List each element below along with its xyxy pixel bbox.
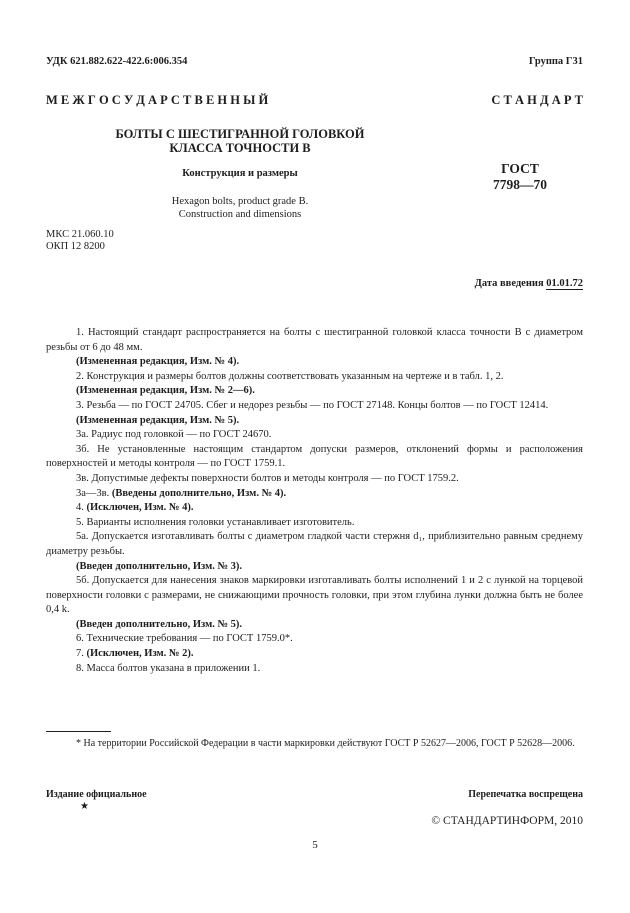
introduction-date <box>475 278 583 289</box>
clause-paragraph <box>46 399 583 414</box>
paragraph-text: (Измененная редакция, Изм. № 4). <box>76 356 240 368</box>
paragraph-text: 3а—3в. <box>76 487 110 499</box>
english-title-line-2: Construction and dimensions <box>178 209 302 220</box>
paragraph-text: 3б. Не установленные настоящим стандартом допуски размеров, отклонений формы и расположения поверхностей и методы контроля — по ГОСТ 1759.1. <box>46 443 583 470</box>
title-line-1: БОЛТЫ С ШЕСТИГРАННОЙ ГОЛОВКОЙ <box>115 127 365 141</box>
amendment-note-inline: (Введены дополнительно, Изм. № 4). <box>111 487 287 499</box>
page-number: 5 <box>312 839 318 851</box>
clause-paragraph <box>46 574 583 618</box>
english-title-line-1: Hexagon bolts, product grade B. <box>171 196 309 207</box>
classification-codes <box>46 229 114 253</box>
footnote-divider <box>46 731 111 732</box>
english-title <box>80 195 400 221</box>
clause-paragraph <box>46 487 583 502</box>
clause-paragraph <box>46 647 583 662</box>
amendment-note-inline: (Исключен, Изм. № 4). <box>86 502 194 514</box>
paragraph-text: (Введен дополнительно, Изм. № 5). <box>76 618 243 630</box>
amendment-note <box>46 414 583 429</box>
okp-code: ОКП 12 8200 <box>46 241 105 252</box>
clause-paragraph <box>46 662 583 677</box>
paragraph-text: 7. <box>76 648 84 660</box>
clause-paragraph <box>46 428 583 443</box>
title-line-2: КЛАССА ТОЧНОСТИ В <box>169 141 311 155</box>
clause-paragraph <box>46 370 583 385</box>
date-value: 01.01.72 <box>546 278 583 289</box>
date-label: Дата введения <box>474 278 544 289</box>
clause-paragraph <box>46 326 583 355</box>
interstate-standard-heading <box>46 93 583 108</box>
amendment-note <box>46 384 583 399</box>
clause-paragraph <box>46 516 583 531</box>
amendment-note <box>46 355 583 370</box>
document-subtitle: Конструкция и размеры <box>182 168 298 179</box>
paragraph-text: 2. Конструкция и размеры болтов должны соответствовать указанным на чертеже и в табл. 1, 2. <box>76 370 504 382</box>
amendment-note <box>46 618 583 633</box>
clause-paragraph <box>46 632 583 647</box>
clause-paragraph <box>46 443 583 472</box>
gost-label: ГОСТ <box>501 161 539 176</box>
amendment-note <box>46 560 583 575</box>
copyright: © СТАНДАРТИНФОРМ, 2010 <box>431 815 583 827</box>
paragraph-text: 1. Настоящий стандарт распространяется на болты с шестигранной головкой класса точности В с диаметром резьбы от 6 до 48 мм. <box>46 327 583 353</box>
gost-number: 7798—70 <box>493 177 547 192</box>
paragraph-text: 8. Масса болтов указана в приложении 1. <box>76 662 261 674</box>
paragraph-text: 5а. Допускается изготавливать болты с диаметром гладкой части стержня d₁, приблизительно равным среднему диаметру резьбы. <box>46 531 583 557</box>
gost-designation <box>470 161 570 193</box>
standard-word: С Т А Н Д А Р Т <box>491 93 583 107</box>
reprint-notice: Перепечатка воспрещена <box>468 789 583 800</box>
paragraph-text: 3а. Радиус под головкой — по ГОСТ 24670. <box>76 429 272 441</box>
amendment-note-inline: (Исключен, Изм. № 2). <box>86 648 194 660</box>
paragraph-text: 4. <box>76 502 84 514</box>
paragraph-text: (Введен дополнительно, Изм. № 3). <box>76 560 243 572</box>
clause-paragraph <box>46 472 583 487</box>
paragraph-text: 5б. Допускается для нанесения знаков маркировки изготавливать болты исполнений 1 и 2 с лункой на торцевой поверхности головки с размерами, не снижающими прочность головки, при этом глубина лунки должна быть не более 0,4 k. <box>46 575 583 616</box>
paragraph-text: (Измененная редакция, Изм. № 5). <box>76 414 240 426</box>
star-mark: ★ <box>80 801 89 812</box>
paragraph-text: (Измененная редакция, Изм. № 2—6). <box>76 385 255 397</box>
udk-code: УДК 621.882.622-422.6:006.354 <box>46 56 188 67</box>
document-body <box>46 326 583 676</box>
footnote: * На территории Российской Федерации в части маркировки действуют ГОСТ Р 52627—2006, ГОСТ Р 52628—2006. <box>76 738 575 749</box>
mks-code: МКС 21.060.10 <box>46 229 114 240</box>
paragraph-text: 3. Резьба — по ГОСТ 24705. Сбег и недорез резьбы — по ГОСТ 27148. Концы болтов — по ГОСТ 12414. <box>76 399 549 411</box>
paragraph-text: 5. Варианты исполнения головки устанавливает изготовитель. <box>76 516 355 528</box>
group-code: Группа Г31 <box>528 56 583 67</box>
paragraph-text: 3в. Допустимые дефекты поверхности болтов и методы контроля — по ГОСТ 1759.2. <box>76 472 459 484</box>
interstate-word: М Е Ж Г О С У Д А Р С Т В Е Н Н Ы Й <box>46 93 269 107</box>
clause-paragraph <box>46 501 583 516</box>
edition-label: Издание официальное <box>46 789 147 800</box>
clause-paragraph <box>46 530 583 559</box>
paragraph-text: 6. Технические требования — по ГОСТ 1759.0*. <box>76 633 293 645</box>
document-title <box>80 127 400 155</box>
